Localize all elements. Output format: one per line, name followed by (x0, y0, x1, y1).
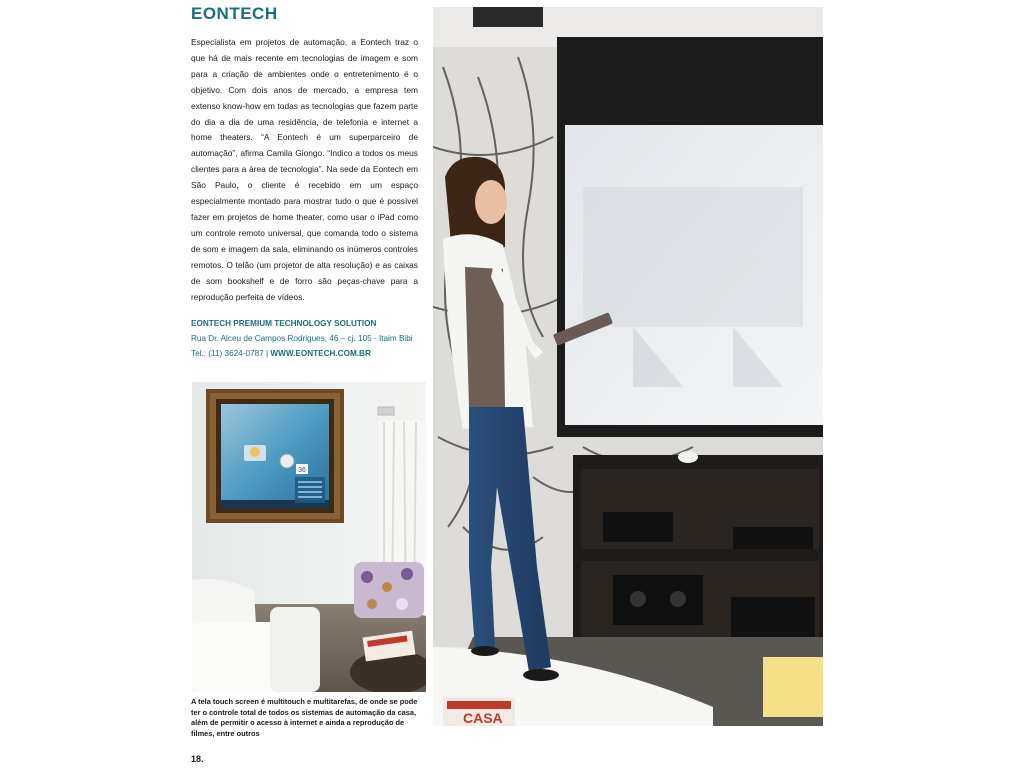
photo-caption: A tela touch screen é multitouch e multitarefas, de onde se pode ter o controle total de todos os sistemas de automação da casa, além de permitir o acesso à internet e ainda a reprodução de filmes, entre outros (191, 697, 418, 738)
article-title: EONTECH (191, 4, 278, 23)
page-number: 18. (191, 754, 204, 764)
company-address: Rua Dr. Alceu de Campos Rodrigues, 46 – cj. 105 - Itaim Bibi (191, 334, 413, 343)
photo-touchscreen-room (192, 382, 426, 692)
photo-home-theater (433, 7, 823, 726)
calendar-widget-label: 36 (298, 467, 306, 474)
touchscreen-room-illustration (192, 382, 426, 692)
company-name: EONTECH PREMIUM TECHNOLOGY SOLUTION (191, 319, 377, 328)
company-contact (191, 346, 431, 361)
article-body: Especialista em projetos de automação, a Eontech traz o que há de mais recente em tecnologias de imagem e som para a criação de ambientes onde o entretenimento é o objetivo. Com dois anos de mercado, a empresa tem extenso know-how em todas as tecnologias que fazem parte do dia a dia de uma residência, de telefonia e internet a home theaters. “A Eontech é um superparceiro de automação”, afirma Camila Giongo. “Indico a todos os meus clientes para a área de tecnologia”. Na sede da Eontech em São Paulo, o cliente é recebido em um espaço especialmente montado para mostrar tudo o que é possível fazer em projetos de home theater, como usar o iPad como um controle remoto universal, que comanda todo o sistema de som e imagem da sala, eliminando os inúmeros controles remotos. O telão (um projetor de alta resolução) e as caixas de som bookshelf e de forro são peças-chave para a reprodução perfeita de vídeos. (191, 37, 418, 302)
company-info (191, 316, 431, 361)
home-theater-illustration (433, 7, 823, 726)
company-phone: Tel.: (11) 3624-0787 | (191, 349, 269, 358)
magazine-cover-label: CASA (463, 710, 503, 726)
company-website-link[interactable]: WWW.EONTECH.COM.BR (270, 349, 371, 358)
